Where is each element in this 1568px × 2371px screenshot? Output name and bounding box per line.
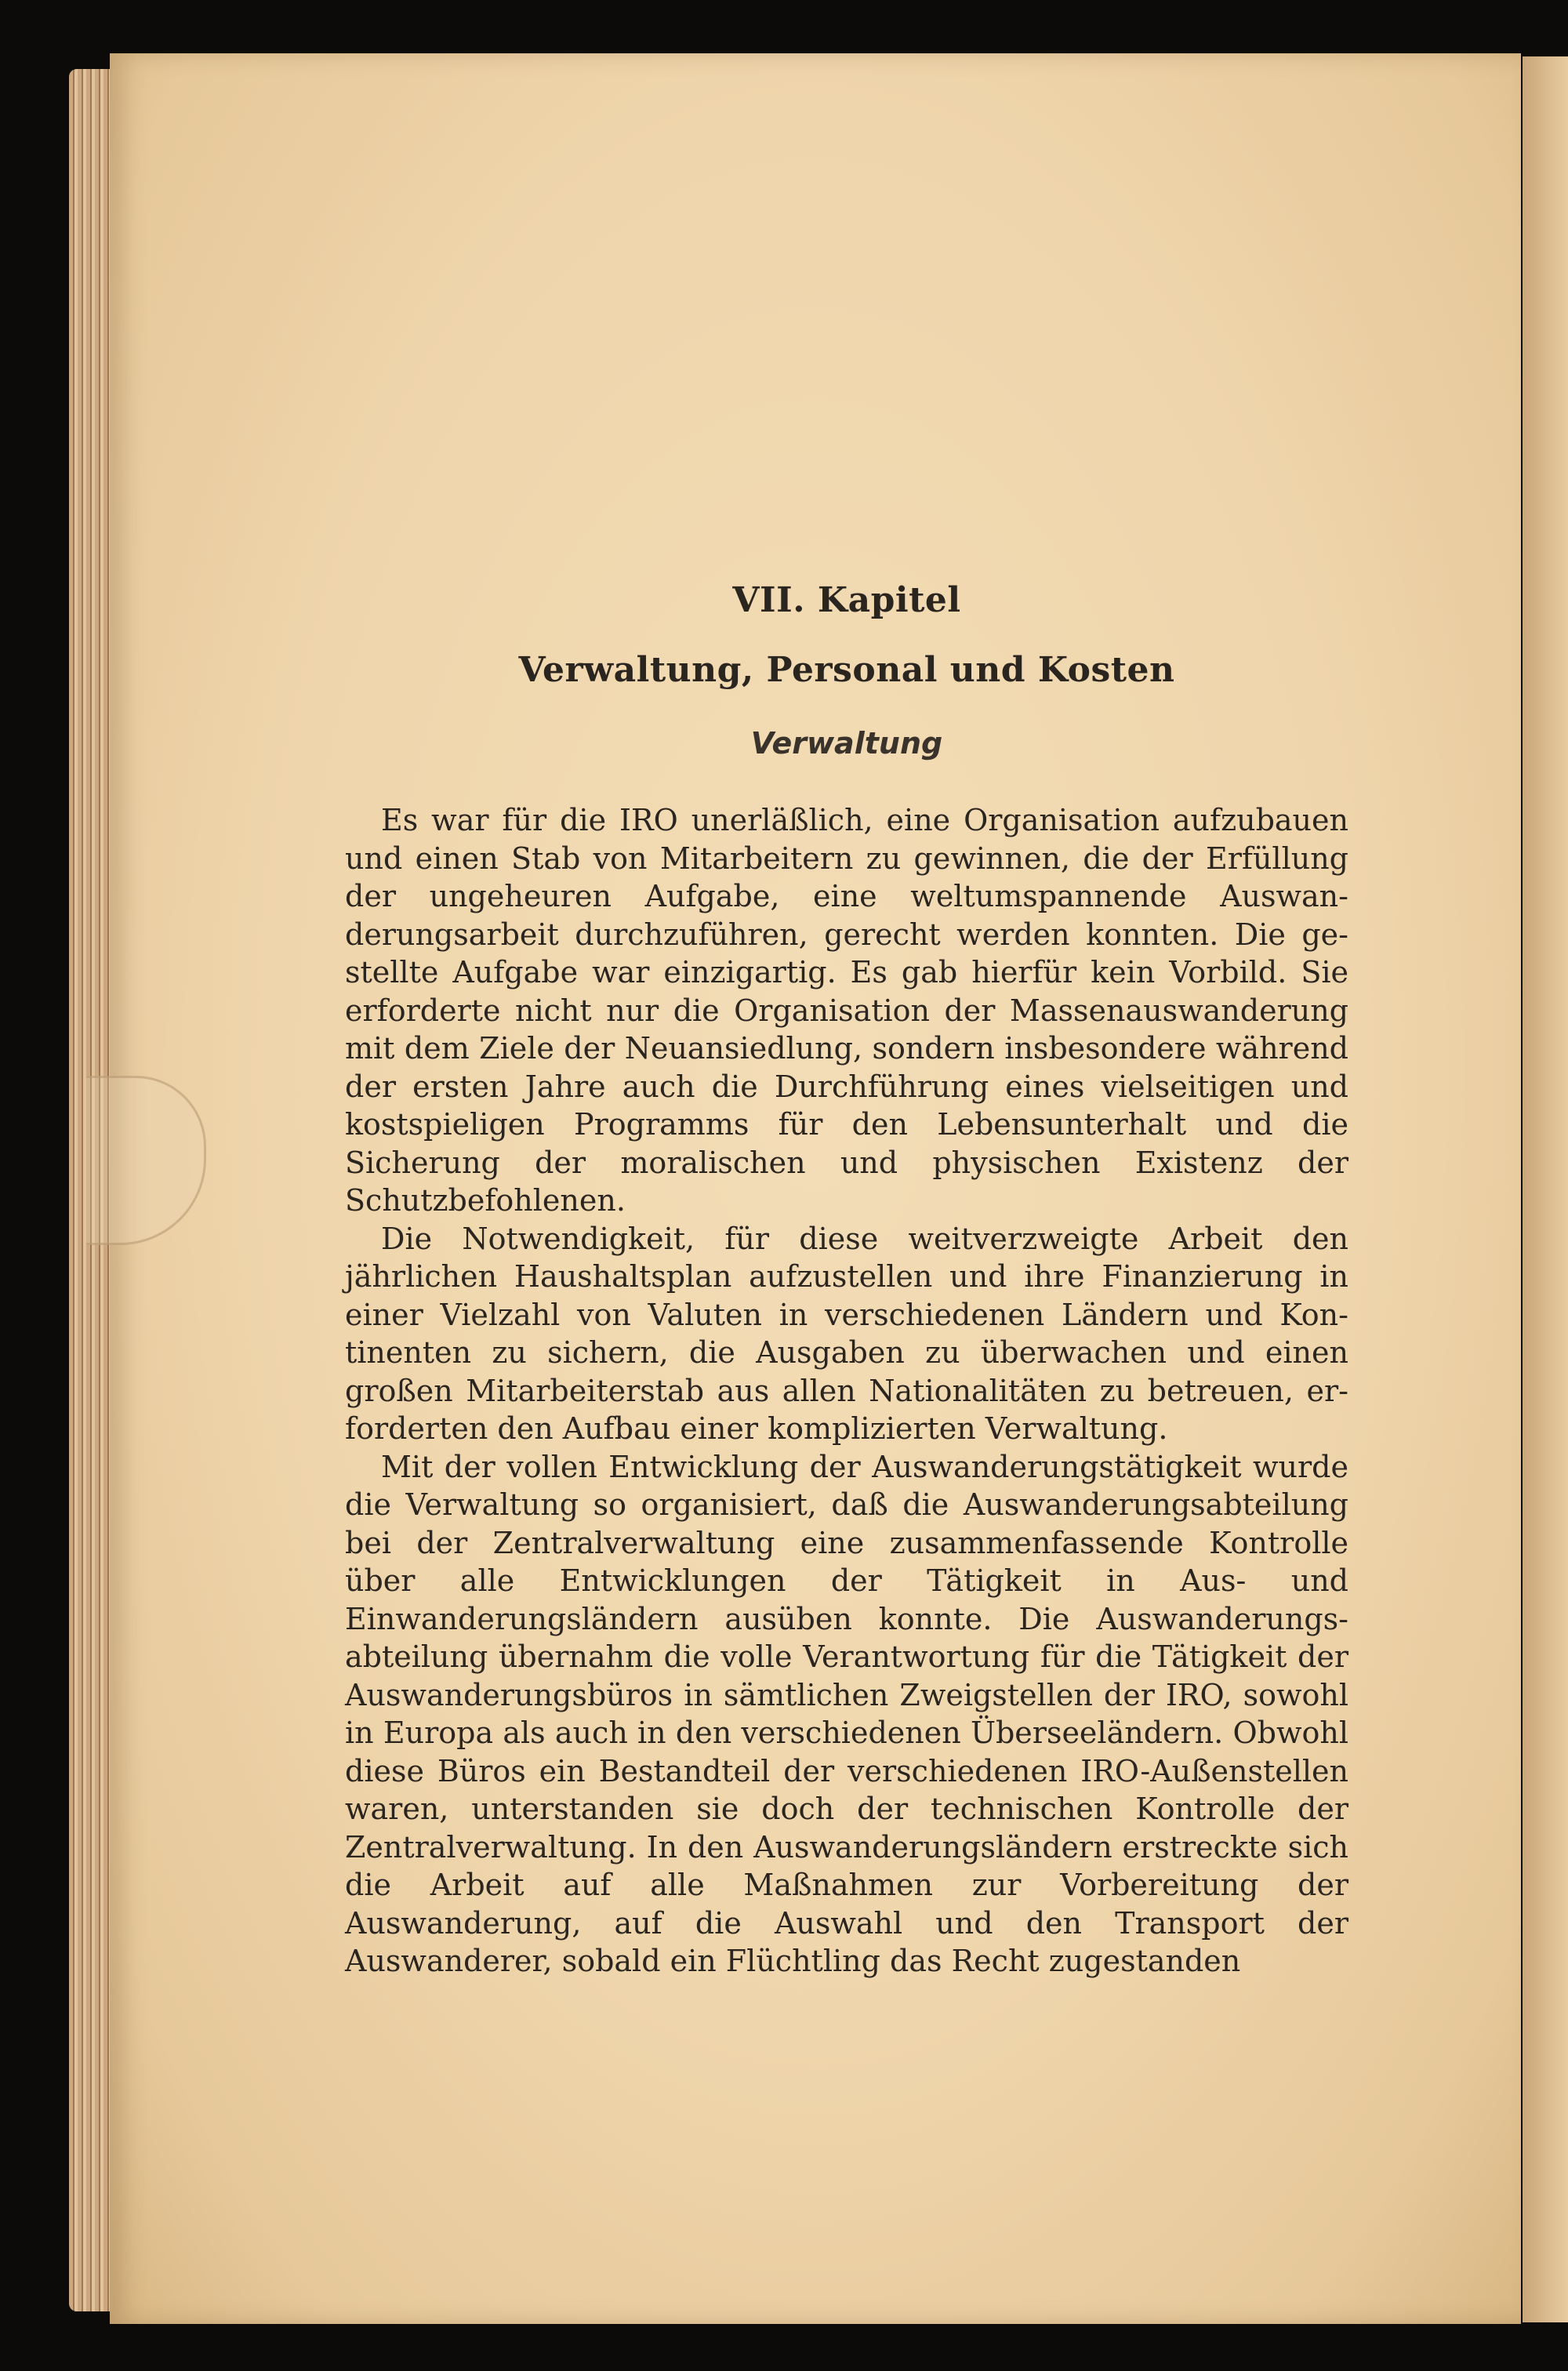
chapter-title: Verwaltung, Personal und Kosten [518, 650, 1175, 690]
paragraph: Die Notwendigkeit, für diese weitverzweigte Arbeit den jährlichen Haushaltsplan aufzustellen und ihre Finanzierung in einer Vielzahl von Valuten in verschiedenen Ländern und Kontinenten zu sichern, die Ausgaben zu überwachen und einen großen Mitarbeiterstab aus allen Nationalitäten zu betreuen, erforderten den Aufbau einer komplizierten Verwaltung. [345, 1221, 1348, 1446]
section-title: Verwaltung [750, 726, 943, 761]
paragraph: Es war für die IRO unerläßlich, eine Organisation aufzubauen und einen Stab von Mitarbeitern zu gewinnen, die der Erfüllung der ungeheuren Aufgabe, eine weltumspannende Auswanderungsarbeit durchzuführen, gerecht werden konnten. Die gestellte Aufgabe war einzigartig. Es gab hierfür kein Vorbild. Sie erforderte nicht nur die Organisation der Massenauswanderung mit dem Ziele der Neuansiedlung, sondern insbesondere während der ersten Jahre auch die Durchführung eines vielseitigen und kostspieligen Programms für den Lebensunterhalt und die Sicherung der moralischen und physischen Existenz der Schutzbefohlenen. [345, 803, 1348, 1218]
paragraph: Mit der vollen Entwicklung der Auswanderungstätigkeit wurde die Verwaltung so organisiert, daß die Auswanderungsabteilung bei der Zentralverwaltung eine zusammenfassende Kontrolle über alle Entwicklungen der Tätigkeit in Aus- und Einwanderungsländern ausüben konnte. Die Auswanderungsabteilung übernahm die volle Verantwortung für die Tätigkeit der Auswanderungsbüros in sämtlichen Zweigstellen der IRO, sowohl in Europa als auch in den verschiedenen Überseeländern. Obwohl diese Büros ein Bestandteil der verschiedenen IRO-Außenstellen waren, unterstanden sie doch der technischen Kontrolle der Zentralverwaltung. In den Auswanderungsländern erstreckte sich die Arbeit auf alle Maßnahmen zur Vorbereitung der Auswanderung, auf die Auswahl und den Transport der Auswanderer, sobald ein Flüchtling das Recht zugestanden [345, 1449, 1348, 1978]
facing-page-edge [1523, 56, 1568, 2322]
page-content [345, 580, 1348, 1981]
chapter-label: VII. Kapitel [732, 580, 961, 620]
